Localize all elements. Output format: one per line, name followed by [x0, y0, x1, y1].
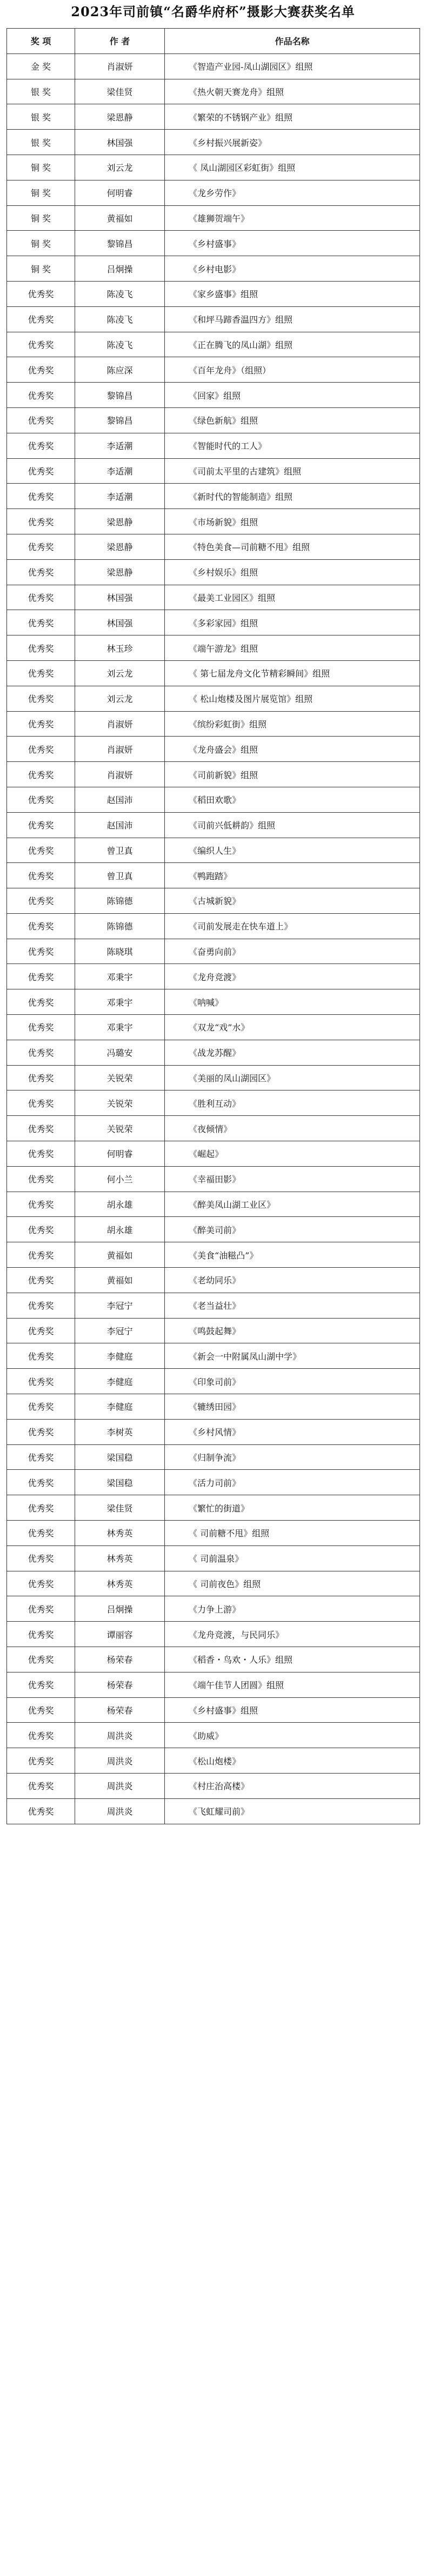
work-title-cell: 《老幼同乐》	[165, 1268, 420, 1293]
table-row	[7, 155, 420, 180]
author-cell: 黄福如	[75, 1242, 165, 1268]
work-title-cell: 《龙舟竞渡》	[165, 964, 420, 989]
work-title-cell: 《助威》	[165, 1723, 420, 1748]
award-cell: 优秀奖	[7, 1293, 75, 1318]
work-title-cell: 《奋勇向前》	[165, 939, 420, 964]
table-row	[7, 1065, 420, 1090]
table-row	[7, 812, 420, 838]
award-cell: 优秀奖	[7, 1495, 75, 1521]
author-cell: 肖淑妍	[75, 53, 165, 79]
table-body	[7, 53, 420, 1824]
award-cell: 优秀奖	[7, 1596, 75, 1622]
table-row	[7, 509, 420, 534]
table-row	[7, 1495, 420, 1521]
table-row	[7, 1647, 420, 1672]
award-cell: 优秀奖	[7, 1090, 75, 1116]
table-row	[7, 1798, 420, 1824]
table-row	[7, 863, 420, 888]
award-cell: 优秀奖	[7, 660, 75, 686]
work-title-cell: 《最美工业园区》组照	[165, 585, 420, 610]
table-row	[7, 407, 420, 433]
author-cell: 黄福如	[75, 205, 165, 231]
table-row	[7, 1545, 420, 1571]
work-title-cell: 《回家》组照	[165, 383, 420, 408]
table-row	[7, 383, 420, 408]
table-row	[7, 762, 420, 787]
award-cell: 优秀奖	[7, 939, 75, 964]
author-cell: 何明睿	[75, 180, 165, 205]
award-cell: 优秀奖	[7, 1697, 75, 1723]
award-cell: 铜 奖	[7, 205, 75, 231]
author-cell: 胡永雄	[75, 1192, 165, 1217]
work-title-cell: 《乡村振兴展新姿》	[165, 130, 420, 155]
author-cell: 李适潮	[75, 433, 165, 458]
award-cell: 银 奖	[7, 79, 75, 104]
table-row	[7, 1293, 420, 1318]
author-cell: 周洪炎	[75, 1798, 165, 1824]
author-cell: 陈锦德	[75, 913, 165, 939]
award-cell: 优秀奖	[7, 1166, 75, 1192]
author-cell: 周洪炎	[75, 1723, 165, 1748]
table-row	[7, 686, 420, 711]
work-title-cell: 《百年龙舟》（组照）	[165, 357, 420, 383]
work-title-cell: 《端午游龙》组照	[165, 635, 420, 661]
work-title-cell: 《乡村盛事》组照	[165, 1697, 420, 1723]
table-row	[7, 1521, 420, 1546]
work-title-cell: 《崛起》	[165, 1141, 420, 1167]
table-row	[7, 180, 420, 205]
table-row	[7, 1394, 420, 1420]
author-cell: 赵国沛	[75, 787, 165, 812]
work-title-cell: 《醉美凤山湖工业区》	[165, 1192, 420, 1217]
work-title-cell: 《力争上游》	[165, 1596, 420, 1622]
table-row	[7, 534, 420, 559]
award-cell: 优秀奖	[7, 787, 75, 812]
work-title-cell: 《编织人生》	[165, 838, 420, 863]
author-cell: 何明睿	[75, 1141, 165, 1167]
work-title-cell: 《 司前夜色》组照	[165, 1571, 420, 1596]
work-title-cell: 《美食“油糍凸”》	[165, 1242, 420, 1268]
work-title-cell: 《乡村盛事》	[165, 231, 420, 256]
author-cell: 林国强	[75, 585, 165, 610]
work-title-cell: 《繁荣的不锈钢产业》组照	[165, 104, 420, 130]
table-row	[7, 913, 420, 939]
award-cell: 优秀奖	[7, 888, 75, 914]
table-row	[7, 964, 420, 989]
award-cell: 优秀奖	[7, 762, 75, 787]
award-cell: 优秀奖	[7, 610, 75, 635]
work-title-cell: 《 松山炮楼及图片展览馆》组照	[165, 686, 420, 711]
work-title-cell: 《新时代的智能制造》组照	[165, 484, 420, 509]
table-row	[7, 1723, 420, 1748]
author-cell: 李适潮	[75, 458, 165, 484]
award-cell: 优秀奖	[7, 737, 75, 762]
work-title-cell: 《龙乡劳作》	[165, 180, 420, 205]
author-cell: 陈凌飞	[75, 306, 165, 332]
award-cell: 优秀奖	[7, 711, 75, 737]
author-cell: 赵国沛	[75, 812, 165, 838]
author-cell: 肖淑妍	[75, 737, 165, 762]
work-title-cell: 《市场新貌》组照	[165, 509, 420, 534]
author-cell: 黎锦昌	[75, 231, 165, 256]
work-title-cell: 《双龙“戏”水》	[165, 1015, 420, 1040]
author-cell: 梁国稳	[75, 1470, 165, 1495]
author-cell: 林秀英	[75, 1571, 165, 1596]
table-row	[7, 104, 420, 130]
award-cell: 优秀奖	[7, 1723, 75, 1748]
award-cell: 优秀奖	[7, 1419, 75, 1444]
table-row	[7, 1116, 420, 1141]
award-cell: 优秀奖	[7, 559, 75, 585]
award-cell: 优秀奖	[7, 1394, 75, 1420]
table-row	[7, 1015, 420, 1040]
table-row	[7, 1242, 420, 1268]
table-row	[7, 939, 420, 964]
work-title-cell: 《繁忙的街道》	[165, 1495, 420, 1521]
work-title-cell: 《龙舟竞渡，与民同乐》	[165, 1622, 420, 1647]
work-title-cell: 《胜利互动》	[165, 1090, 420, 1116]
award-cell: 优秀奖	[7, 838, 75, 863]
award-cell: 优秀奖	[7, 1444, 75, 1470]
author-cell: 谭丽容	[75, 1622, 165, 1647]
work-title-cell: 《乡村风情》	[165, 1419, 420, 1444]
work-title-cell: 《印象司前》	[165, 1369, 420, 1394]
award-cell: 优秀奖	[7, 306, 75, 332]
work-title-cell: 《 司前温泉》	[165, 1545, 420, 1571]
author-cell: 梁恩静	[75, 534, 165, 559]
work-title-cell: 《和坪马蹄香温四方》组照	[165, 306, 420, 332]
author-cell: 林秀英	[75, 1545, 165, 1571]
author-cell: 李健庭	[75, 1343, 165, 1369]
author-cell: 梁国稳	[75, 1444, 165, 1470]
work-title-cell: 《智造产业园-凤山湖园区》组照	[165, 53, 420, 79]
header-author: 作 者	[75, 29, 165, 54]
author-cell: 杨荣春	[75, 1647, 165, 1672]
award-cell: 优秀奖	[7, 383, 75, 408]
work-title-cell: 《归制争流》	[165, 1444, 420, 1470]
table-row	[7, 1444, 420, 1470]
award-cell: 优秀奖	[7, 812, 75, 838]
award-cell: 铜 奖	[7, 155, 75, 180]
author-cell: 邓秉宇	[75, 964, 165, 989]
author-cell: 黄福如	[75, 1268, 165, 1293]
table-header-row	[7, 29, 420, 54]
table-row	[7, 1318, 420, 1343]
table-row	[7, 357, 420, 383]
award-cell: 银 奖	[7, 104, 75, 130]
table-row	[7, 559, 420, 585]
author-cell: 吕炯操	[75, 1596, 165, 1622]
page-title: 2023年司前镇“名爵华府杯”摄影大赛获奖名单	[71, 4, 355, 19]
work-title-cell: 《 凤山湖园区彩虹街》组照	[165, 155, 420, 180]
author-cell: 冯璐安	[75, 1040, 165, 1065]
table-row	[7, 1090, 420, 1116]
table-row	[7, 737, 420, 762]
work-title-cell: 《夜倾情》	[165, 1116, 420, 1141]
author-cell: 黎锦昌	[75, 407, 165, 433]
award-cell: 优秀奖	[7, 484, 75, 509]
award-cell: 优秀奖	[7, 433, 75, 458]
table-row	[7, 838, 420, 863]
author-cell: 陈应深	[75, 357, 165, 383]
table-row	[7, 1369, 420, 1394]
work-title-cell: 《松山炮楼》	[165, 1748, 420, 1774]
author-cell: 陈凌飞	[75, 281, 165, 306]
table-row	[7, 332, 420, 357]
work-title-cell: 《乡村娱乐》组照	[165, 559, 420, 585]
award-cell: 优秀奖	[7, 1748, 75, 1774]
award-cell: 优秀奖	[7, 1343, 75, 1369]
award-cell: 优秀奖	[7, 1242, 75, 1268]
award-cell: 优秀奖	[7, 1545, 75, 1571]
author-cell: 吕炯操	[75, 256, 165, 282]
header-work: 作品名称	[165, 29, 420, 54]
work-title-cell: 《美丽的凤山湖园区》	[165, 1065, 420, 1090]
award-cell: 优秀奖	[7, 1521, 75, 1546]
work-title-cell: 《 司前糖不甩》组照	[165, 1521, 420, 1546]
author-cell: 邓秉宇	[75, 989, 165, 1015]
author-cell: 李树英	[75, 1419, 165, 1444]
award-cell: 优秀奖	[7, 585, 75, 610]
table-row	[7, 1748, 420, 1774]
award-cell: 优秀奖	[7, 407, 75, 433]
author-cell: 林国强	[75, 130, 165, 155]
work-title-cell: 《热火朝天赛龙舟》组照	[165, 79, 420, 104]
award-cell: 优秀奖	[7, 1470, 75, 1495]
award-cell: 优秀奖	[7, 534, 75, 559]
table-row	[7, 205, 420, 231]
work-title-cell: 《司前新貌》组照	[165, 762, 420, 787]
award-cell: 优秀奖	[7, 989, 75, 1015]
table-row	[7, 281, 420, 306]
work-title-cell: 《鸭跑踏》	[165, 863, 420, 888]
award-cell: 银 奖	[7, 130, 75, 155]
author-cell: 杨荣春	[75, 1697, 165, 1723]
table-row	[7, 231, 420, 256]
author-cell: 梁恩静	[75, 509, 165, 534]
author-cell: 曾卫真	[75, 838, 165, 863]
award-cell: 优秀奖	[7, 357, 75, 383]
award-cell: 优秀奖	[7, 281, 75, 306]
table-row	[7, 1596, 420, 1622]
author-cell: 刘云龙	[75, 155, 165, 180]
author-cell: 梁恩静	[75, 104, 165, 130]
table-row	[7, 1343, 420, 1369]
work-title-cell: 《家乡盛事》组照	[165, 281, 420, 306]
table-row	[7, 1217, 420, 1242]
author-cell: 李冠宁	[75, 1293, 165, 1318]
work-title-cell: 《多彩家园》组照	[165, 610, 420, 635]
author-cell: 关锐荣	[75, 1065, 165, 1090]
work-title-cell: 《特色美食—司前糖不甩》组照	[165, 534, 420, 559]
work-title-cell: 《稻田欢歌》	[165, 787, 420, 812]
work-title-cell: 《飞虹耀司前》	[165, 1798, 420, 1824]
author-cell: 肖淑妍	[75, 711, 165, 737]
author-cell: 梁佳贤	[75, 79, 165, 104]
author-cell: 李冠宁	[75, 1318, 165, 1343]
award-cell: 优秀奖	[7, 1065, 75, 1090]
author-cell: 林玉珍	[75, 635, 165, 661]
author-cell: 林国强	[75, 610, 165, 635]
table-row	[7, 888, 420, 914]
author-cell: 陈晓琪	[75, 939, 165, 964]
awards-table	[6, 28, 420, 1824]
table-row	[7, 458, 420, 484]
table-row	[7, 1622, 420, 1647]
table-row	[7, 433, 420, 458]
award-cell: 优秀奖	[7, 1116, 75, 1141]
author-cell: 何小兰	[75, 1166, 165, 1192]
table-row	[7, 711, 420, 737]
table-row	[7, 660, 420, 686]
table-row	[7, 635, 420, 661]
work-title-cell: 《辘绣田园》	[165, 1394, 420, 1420]
author-cell: 林秀英	[75, 1521, 165, 1546]
table-row	[7, 1419, 420, 1444]
author-cell: 陈锦德	[75, 888, 165, 914]
author-cell: 杨荣春	[75, 1672, 165, 1697]
work-title-cell: 《新会一中附属凤山湖中学》	[165, 1343, 420, 1369]
table-row	[7, 256, 420, 282]
author-cell: 李适潮	[75, 484, 165, 509]
author-cell: 关锐荣	[75, 1090, 165, 1116]
award-cell: 优秀奖	[7, 1015, 75, 1040]
work-title-cell: 《司前兴低耕韵》组照	[165, 812, 420, 838]
award-cell: 优秀奖	[7, 1622, 75, 1647]
author-cell: 李健庭	[75, 1369, 165, 1394]
table-row	[7, 130, 420, 155]
work-title-cell: 《醉美司前》	[165, 1217, 420, 1242]
work-title-cell: 《缤纷彩虹街》组照	[165, 711, 420, 737]
table-row	[7, 585, 420, 610]
award-cell: 优秀奖	[7, 1571, 75, 1596]
award-cell: 优秀奖	[7, 1318, 75, 1343]
award-cell: 优秀奖	[7, 1647, 75, 1672]
author-cell: 邓秉宇	[75, 1015, 165, 1040]
work-title-cell: 《战龙苏醒》	[165, 1040, 420, 1065]
author-cell: 周洪炎	[75, 1773, 165, 1798]
work-title-cell: 《老当益壮》	[165, 1293, 420, 1318]
table-row	[7, 1040, 420, 1065]
award-cell: 优秀奖	[7, 1369, 75, 1394]
work-title-cell: 《正在腾飞的凤山湖》组照	[165, 332, 420, 357]
table-row	[7, 1268, 420, 1293]
award-cell: 优秀奖	[7, 332, 75, 357]
author-cell: 陈凌飞	[75, 332, 165, 357]
work-title-cell: 《智能时代的工人》	[165, 433, 420, 458]
author-cell: 刘云龙	[75, 660, 165, 686]
award-cell: 铜 奖	[7, 180, 75, 205]
author-cell: 曾卫真	[75, 863, 165, 888]
award-cell: 优秀奖	[7, 1217, 75, 1242]
award-cell: 优秀奖	[7, 1141, 75, 1167]
work-title-cell: 《古城新貌》	[165, 888, 420, 914]
author-cell: 周洪炎	[75, 1748, 165, 1774]
table-row	[7, 1166, 420, 1192]
work-title-cell: 《司前发展走在快车道上》	[165, 913, 420, 939]
work-title-cell: 《村庄治高楼》	[165, 1773, 420, 1798]
work-title-cell: 《雄狮贺端午》	[165, 205, 420, 231]
author-cell: 肖淑妍	[75, 762, 165, 787]
author-cell: 胡永雄	[75, 1217, 165, 1242]
award-cell: 优秀奖	[7, 458, 75, 484]
award-cell: 铜 奖	[7, 231, 75, 256]
award-cell: 优秀奖	[7, 635, 75, 661]
author-cell: 关锐荣	[75, 1116, 165, 1141]
award-cell: 优秀奖	[7, 913, 75, 939]
author-cell: 梁恩静	[75, 559, 165, 585]
table-row	[7, 53, 420, 79]
table-row	[7, 79, 420, 104]
award-cell: 铜 奖	[7, 256, 75, 282]
award-cell: 优秀奖	[7, 1192, 75, 1217]
work-title-cell: 《乡村电影》	[165, 256, 420, 282]
award-cell: 优秀奖	[7, 686, 75, 711]
table-row	[7, 1192, 420, 1217]
table-row	[7, 1697, 420, 1723]
award-cell: 优秀奖	[7, 509, 75, 534]
work-title-cell: 《端午佳节人团圆》组照	[165, 1672, 420, 1697]
work-title-cell: 《鸣鼓起舞》	[165, 1318, 420, 1343]
work-title-cell: 《绿色新航》组照	[165, 407, 420, 433]
award-cell: 优秀奖	[7, 1040, 75, 1065]
award-cell: 优秀奖	[7, 1672, 75, 1697]
table-row	[7, 787, 420, 812]
table-row	[7, 610, 420, 635]
work-title-cell: 《龙舟盛会》组照	[165, 737, 420, 762]
award-cell: 优秀奖	[7, 1798, 75, 1824]
table-row	[7, 1470, 420, 1495]
table-row	[7, 1773, 420, 1798]
work-title-cell: 《活力司前》	[165, 1470, 420, 1495]
table-row	[7, 989, 420, 1015]
table-row	[7, 1571, 420, 1596]
award-cell: 优秀奖	[7, 863, 75, 888]
table-row	[7, 1141, 420, 1167]
author-cell: 黎锦昌	[75, 383, 165, 408]
table-row	[7, 1672, 420, 1697]
work-title-cell: 《幸福田影》	[165, 1166, 420, 1192]
award-cell: 优秀奖	[7, 1773, 75, 1798]
author-cell: 梁佳贤	[75, 1495, 165, 1521]
award-cell: 金 奖	[7, 53, 75, 79]
award-cell: 优秀奖	[7, 964, 75, 989]
work-title-cell: 《稻香・鸟欢・人乐》组照	[165, 1647, 420, 1672]
table-row	[7, 484, 420, 509]
author-cell: 刘云龙	[75, 686, 165, 711]
table-row	[7, 306, 420, 332]
work-title-cell: 《呐喊》	[165, 989, 420, 1015]
work-title-cell: 《司前太平里的古建筑》组照	[165, 458, 420, 484]
work-title-cell: 《 第七届龙舟文化节精彩瞬间》组照	[165, 660, 420, 686]
award-cell: 优秀奖	[7, 1268, 75, 1293]
author-cell: 李健庭	[75, 1394, 165, 1420]
header-award: 奖 项	[7, 29, 75, 54]
